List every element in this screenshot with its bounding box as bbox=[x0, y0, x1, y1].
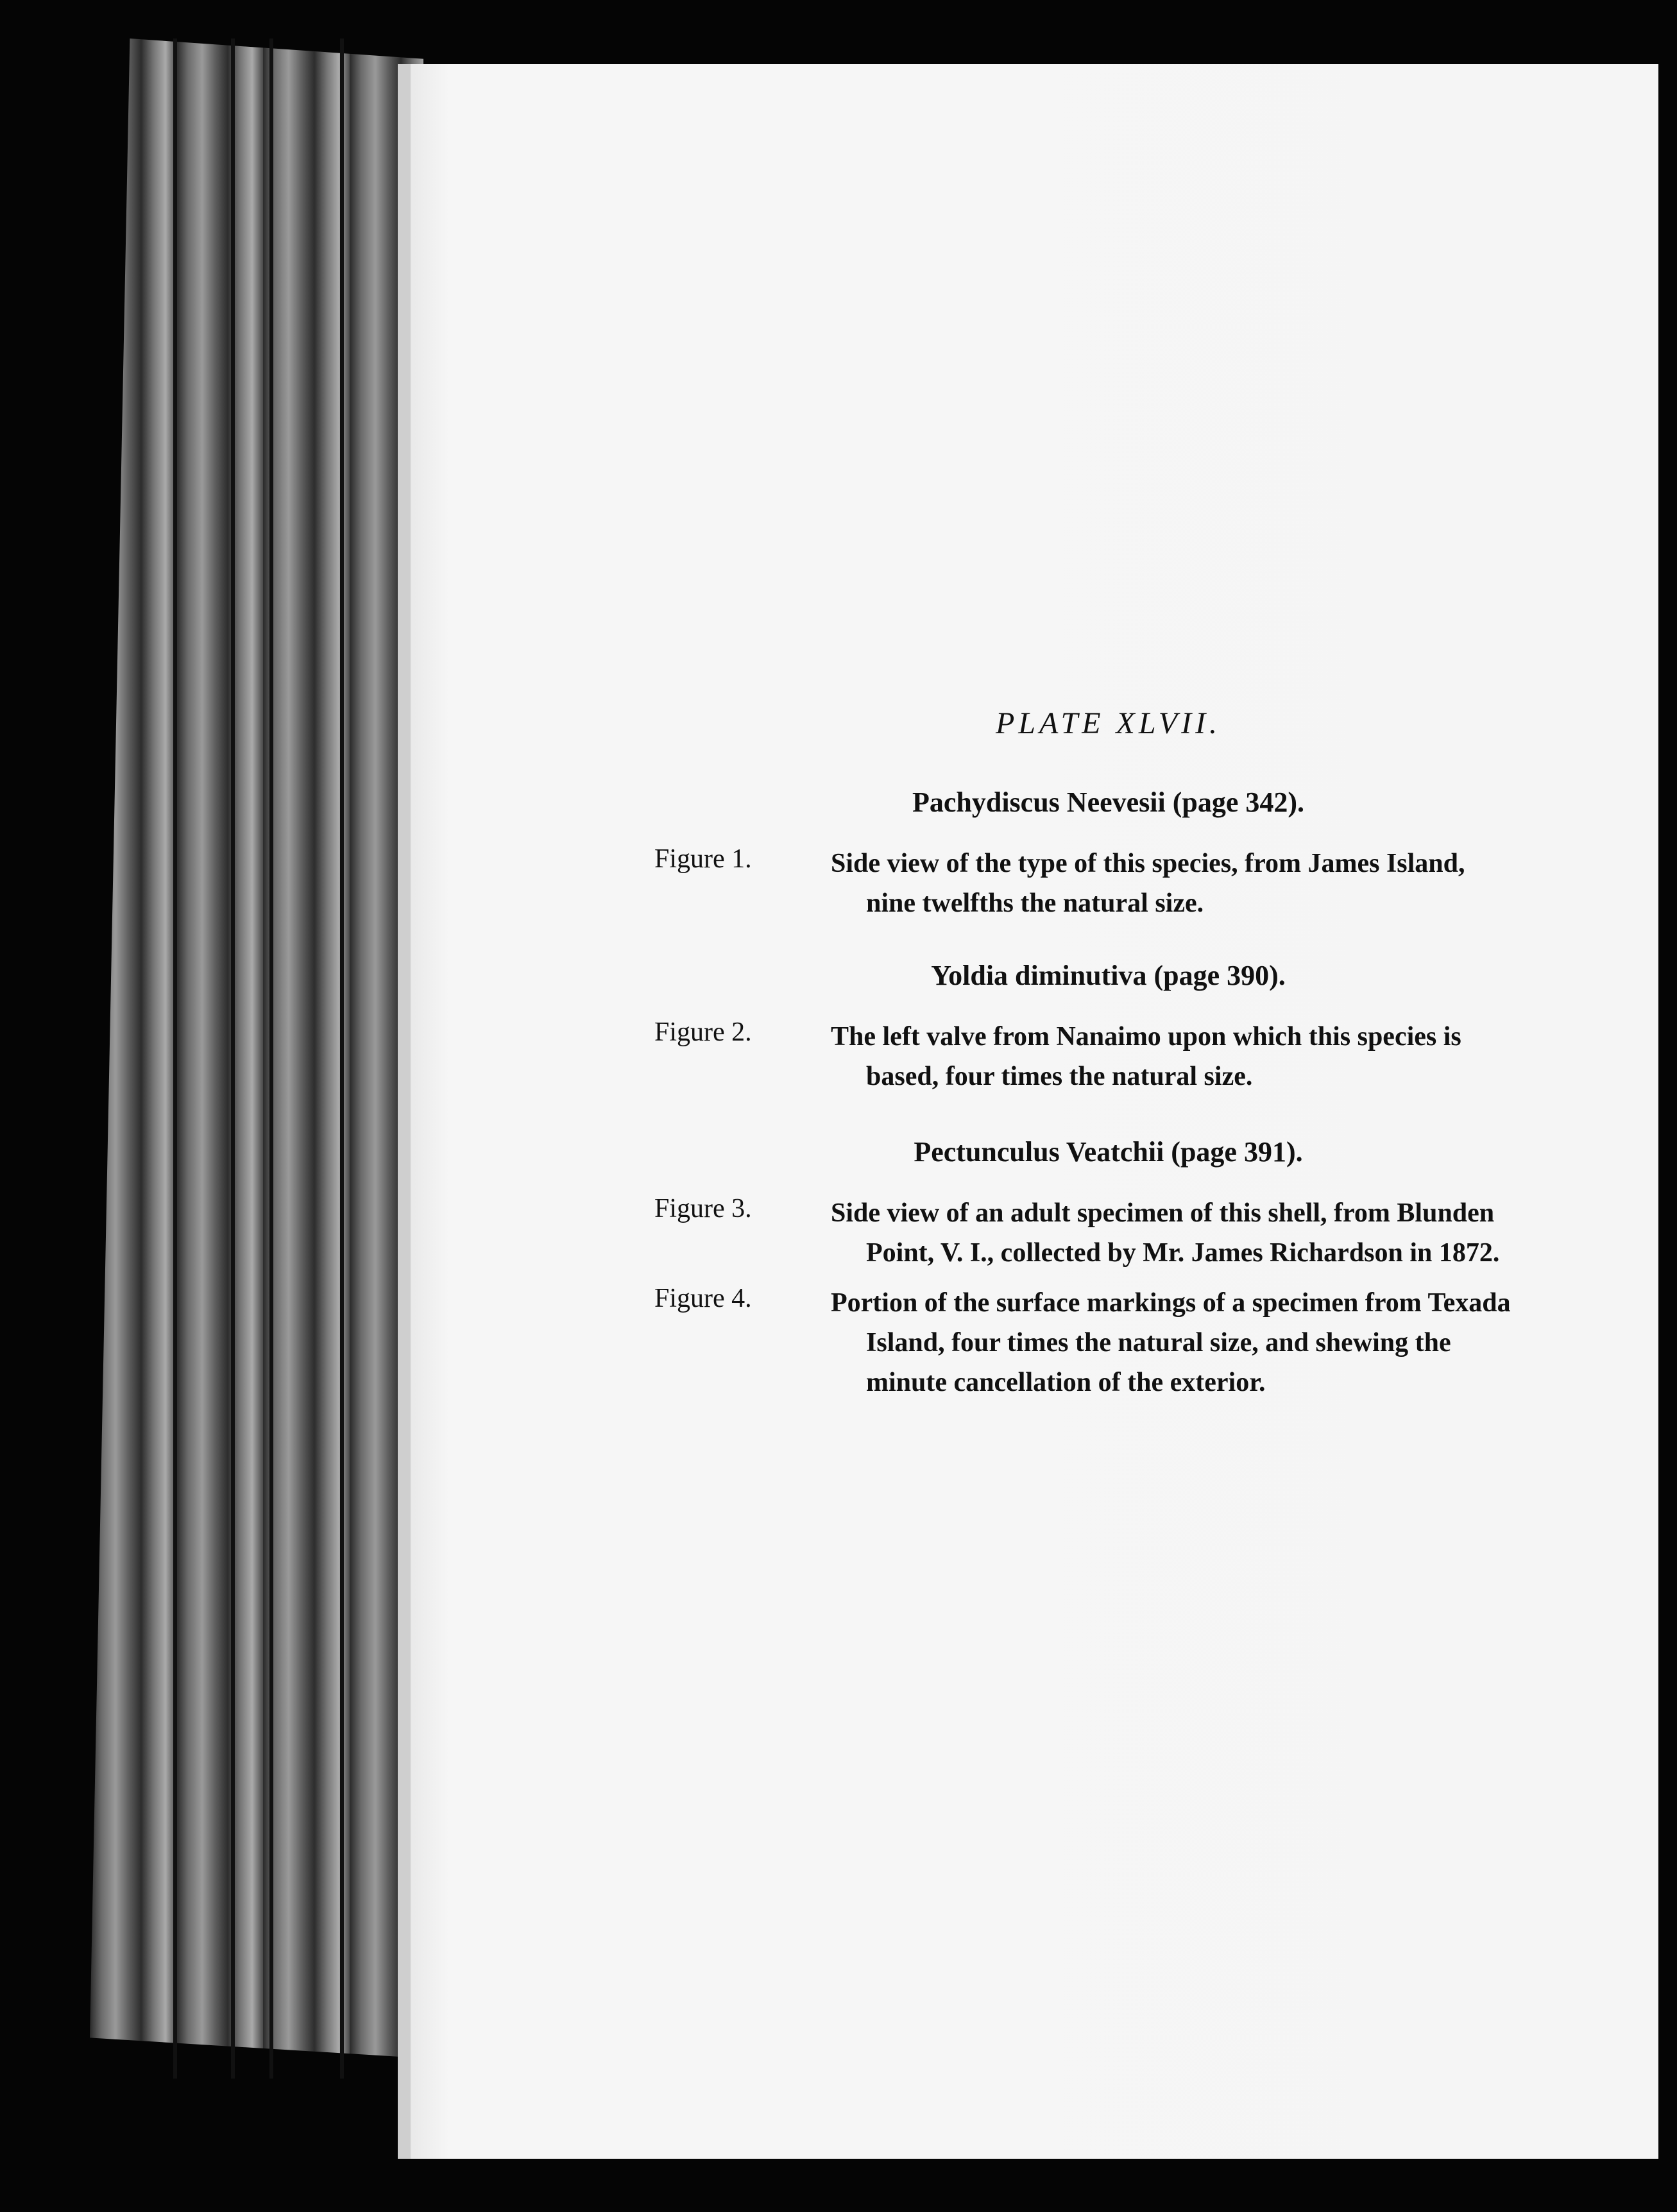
figure-label: Figure 3. bbox=[654, 1194, 752, 1223]
edge-line bbox=[340, 38, 344, 2079]
plate-content bbox=[411, 64, 1658, 2159]
caption-line: Island, four times the natural size, and shewing the bbox=[866, 1328, 1451, 1357]
caption-line: The left valve from Nanaimo upon which this species is bbox=[831, 1022, 1461, 1051]
stacked-page-edges bbox=[90, 38, 423, 2079]
figure-caption bbox=[831, 1017, 1594, 1096]
species-heading: Pectunculus Veatchii (page 391). bbox=[914, 1136, 1303, 1168]
caption-line: based, four times the natural size. bbox=[866, 1062, 1253, 1091]
figure-caption bbox=[831, 844, 1594, 923]
figure-caption bbox=[831, 1193, 1594, 1273]
plate-page bbox=[411, 64, 1658, 2159]
plate-title: PLATE XLVII. bbox=[995, 706, 1222, 740]
caption-line: Side view of an adult specimen of this shell, from Blunden bbox=[831, 1198, 1495, 1228]
figure-label: Figure 2. bbox=[654, 1017, 752, 1047]
edge-line bbox=[173, 38, 177, 2079]
figure-label: Figure 1. bbox=[654, 844, 752, 874]
caption-line: Point, V. I., collected by Mr. James Richardson in 1872. bbox=[866, 1238, 1500, 1268]
species-heading: Yoldia diminutiva (page 390). bbox=[931, 960, 1286, 991]
edge-line bbox=[269, 38, 273, 2079]
edge-line bbox=[231, 38, 235, 2079]
caption-line: nine twelfths the natural size. bbox=[866, 889, 1204, 918]
figure-caption bbox=[831, 1283, 1594, 1402]
caption-line: Portion of the surface markings of a specimen from Texada bbox=[831, 1288, 1511, 1318]
figure-label: Figure 4. bbox=[654, 1284, 752, 1313]
caption-line: minute cancellation of the exterior. bbox=[866, 1368, 1266, 1397]
species-heading: Pachydiscus Neevesii (page 342). bbox=[912, 787, 1305, 818]
caption-line: Side view of the type of this species, from James Island, bbox=[831, 849, 1465, 878]
